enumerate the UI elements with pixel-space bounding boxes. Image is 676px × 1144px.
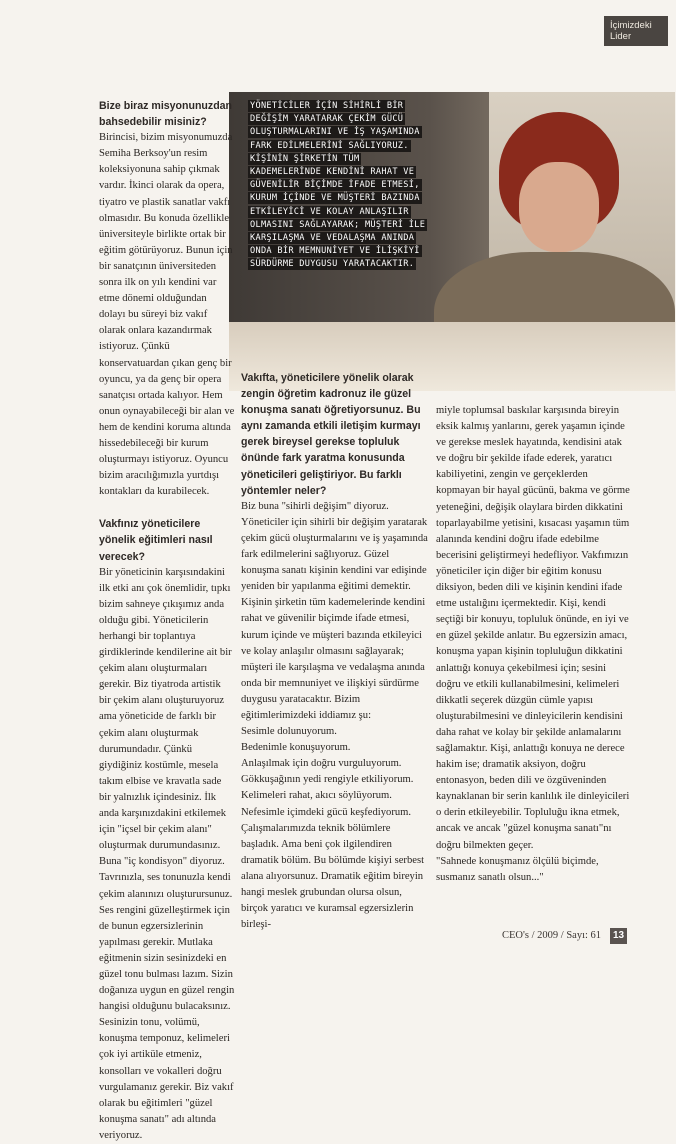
section-tag-line2: Lider (610, 31, 632, 42)
claim-line: Gökkuşağının yedi rengiyle etkiliyorum. (241, 774, 414, 786)
answer-3: Biz buna "sihirli değişim" diyoruz. Yöneticiler için sihirli bir değişim yaratarak çekim gücü oluşturmalarını ve iş yaşamında fark edilmelerini sağlıyoruz. Güzel konuşma sanatı kişinin kendini var edişinde yeniden bir yapılanma eğitimi demektir. Kişinin şirketin tüm kademelerinde kendini rahat ve güvenilir biçimde ifade etmesi, kurum içinde ve müşteri bazında etkileyici ve kolay anlaşılır olmasını sağlayarak; müşteri ile karşılaşma ve vedalaşma anında onda bir memnuniyet ve ilişkiyi sürdürme duygusu yaratacaktır. Bizim eğitimlerimizdeki iddiamız şu: (241, 500, 428, 721)
pull-quote (248, 100, 426, 272)
claim-line: Bedenimle konuşuyorum. (241, 742, 351, 754)
column-3 (436, 403, 631, 886)
column-2 (241, 370, 429, 933)
claim-line: Anlaşılmak için doğru vurguluyorum. (241, 758, 402, 770)
footer-issue: CEO's / 2009 / Sayı: 61 (502, 930, 602, 941)
answer-3-continued: Çalışmalarımızda teknik bölümlere başladık. Ama beni çok ilgilendiren dramatik bölüm. Bu bölümde kişiyi serbest alana alıyorsunuz. Dramatik eğitim bireyin hangi meslek grubundan olursa olsun, birçok yaratıcı ve kuramsal egzersizlerin birleşi- (241, 822, 425, 931)
answer-4: miyle toplumsal baskılar karşısında bireyin eksik kalmış yanlarını, gerek yaşamın içinde ve gerekse meslek hayatında, kendisini atak ve doğru bir şekilde ifade ederek, yaratıcı kabiliyetini, zengin ve gerçeklerden kopmayan bir hayal gücünü, bakma ve görme yeteneğini, değişik olaylara birden dikkatini toparlayabilme yetisini, kısacası yaşamın tüm alanında kendini doğru ifade edebilme becerisini geliştirmeyi hedefliyor. Vakfımızın yöneticiler için diğer bir eğitim konusu diksiyon, beden dili ve kişinin kendini ifade etme ustalığını içermektedir. Kişi, kendi seçtiği bir konuyu, topluluk önünde, en iyi ve en güzel şekilde anlatır. Bu egzersizin amacı, konuşma yapan kişinin topluluğun dikkatini anlattığı konuya çekebilmesi için; sesini doğru ve etkili kullanabilmesini, kelimeleri dikkatli seçerek düzgün cümle yapısı oluşturabilmesini ve dinleyicilerin kendisini daha rahat ve kolay bir şekilde anlamalarını sağlamaktır. Kişi, anlattığı konuya ne derece hakim ise; dramatik aksiyon, doğru entonasyon, beden dili ve özgüveninden kaynaklanan bir serin kanlılık ile dinleyicileri o derin etkileyebilir. Topluluğu ikna etmek, ancak ve ancak "güzel konuşma sanatı"nı doğru bilmekten geçer. (436, 405, 630, 851)
page-number: 13 (610, 928, 627, 944)
answer-1: Birincisi, bizim misyonumuzda Semiha Berksoy'un resim koleksiyonuna sahip çıkmak vardır. İkinci olarak da opera, tiyatro ve plastik sanatlar vakfı olmasıdır. Bu konuda özellikle üniversiteyle birlikte ortak bir eğitim götürüyoruz. Bunun için bir sanatçının üniversiteden sonra ilk on yılı kendini var etme dönemi olduğundan dolayı bu süreyi biz vakıf olarak onlara kazandırmak istiyoruz. Çünkü konservatuardan çıkan genç bir oyuncu, ya da genç bir opera sanatçısı ortada kalıyor. Hem onun oynayabileceği bir alan ve hem de kendini koruma altında hissedebileceği bir kurum oluşturmayı istiyoruz. Oyuncu bizim aracılığımızla yurtdışı kontakları da kurabilecek. (99, 132, 235, 498)
question-2: Vakfınız yöneticilere yönelik eğitimleri nasıl verecek? (99, 518, 213, 563)
claim-line: Kelimeleri rahat, akıcı söylüyorum. (241, 790, 392, 802)
answer-2: Bir yöneticinin karşısındakini ilk etki anı çok önemlidir, tıpkı bizim sahneye çıkışımız anda olduğu gibi. Yöneticilerin herhangi bir toplantıya girdiklerinde kendilerine ait bir çekim alanı oluşturmaları gerekir. Biz tiyatroda artistik bir çekim alanı oluşturuyoruz ama yöneticide de farklı bir çekim alanı oluşturmak durumundadır. Çünkü giydiğiniz kostümle, mesela takım elbise ve kravatla sade bir yalnızlık içindesiniz. İlk anda karşınızdakini etkilemek için "içsel bir çekim alanı" oluşturmak durumundasınız. Buna "iç kondisyon" diyoruz. Tavrınızla, ses tonunuzla kendi çekim alanınızı oluşturursunuz. Ses rengini güzelleştirmek için de bunun egzersizlerinin yapılması gerekir. Mutlaka eğitmenin sizin sesinizdeki en güzel tonu bulması lazım. Sizin doğanıza uygun en güzel rengin hangisi olduğunu bulacaksınız. Sesinizin tonu, volümü, konuşma temponuz, kelimeleri çok iyi artiküle etmeniz, konsolları ve vokalleri doğru vurgulamanız gerekir. Biz vakıf olarak bu eğitimleri "güzel konuşma sanatı" adı altında veriyoruz. (99, 566, 235, 1141)
pull-quote-text: YÖNETİCİLER İÇİN SİHİRLİ BİR DEĞİŞİM YARATARAK ÇEKİM GÜCÜ OLUŞTURMALARINI VE İŞ YAŞAMINDA FARK EDİLMELERİNİ SAĞLIYORUZ. KİŞİNİN ŞİRKETİN TÜM KADEMELERİNDE KENDİNİ RAHAT VE GÜVENİLİR BİÇİMDE İFADE ETMESİ, KURUM İÇİNDE VE MÜŞTERİ BAZINDA ETKİLEYİCİ VE KOLAY ANLAŞILIR OLMASINI SAĞLAYARAK; MÜŞTERİ İLE KARŞILAŞMA VE VEDALAŞMA ANINDA ONDA BİR MEMNUNİYET VE İLİŞKİYİ SÜRDÜRME DUYGUSU YARATACAKTIR. (250, 101, 426, 270)
question-1: Bize biraz misyonunuzdan bahsedebilir misiniz? (99, 100, 233, 129)
claim-line: Sesimle dolunuyorum. (241, 726, 337, 738)
closing-quote: "Sahnede konuşmanız ölçülü biçimde, susmanız sanatlı olsun..." (436, 855, 599, 883)
section-tag (604, 16, 668, 46)
question-3: Vakıfta, yöneticilere yönelik olarak zengin öğretim kadronuz ile güzel konuşma sanatı öğretiyorsunuz. Bu aynı zamanda etkili iletişim kurmayı gerek bireysel gerekse topluluk önünde fark yaratma konusunda yöneticileri geliştiriyor. Bu farklı yöntemler neler? (241, 372, 421, 497)
claim-line: Nefesimle içimdeki gücü keşfediyorum. (241, 806, 412, 818)
column-1 (99, 98, 235, 1144)
section-tag-line1: İçimizdeki (610, 20, 652, 31)
